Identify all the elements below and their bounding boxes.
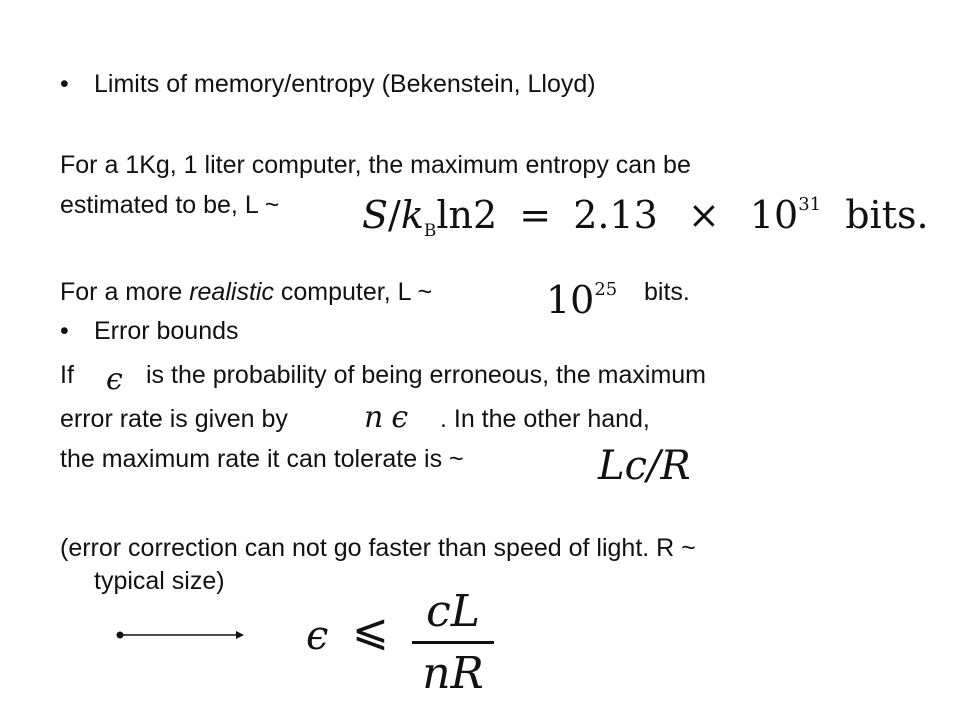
less-or-equal-symbol: ⩽ — [352, 605, 389, 656]
text-line-4: is the probability of being erroneous, the maximum — [146, 361, 707, 389]
epsilon-symbol-2: ϵ — [391, 400, 409, 435]
eq-unit-bits: bits. — [845, 193, 929, 237]
text-line-7b: typical size) — [94, 567, 225, 595]
text-line-3 — [60, 276, 432, 308]
text-line-1: For a 1Kg, 1 liter computer, the maximum entropy can be — [60, 151, 691, 179]
entropy-equation — [362, 183, 929, 253]
pow-base: 10 — [546, 278, 595, 322]
final-epsilon: ϵ — [306, 613, 329, 659]
bullet-marker-1: • — [60, 70, 69, 98]
epsilon-symbol: ϵ — [106, 362, 123, 397]
fraction-numerator: cL — [426, 586, 480, 637]
line3-post-bits: bits. — [644, 278, 690, 306]
fraction-bar — [412, 641, 494, 644]
line3-italic-realistic: realistic — [189, 278, 274, 306]
eq-ln2: ln2 — [436, 193, 498, 237]
eq-subscript-b: B — [423, 221, 437, 241]
eq-equals: = — [519, 193, 552, 237]
lc-over-r: Lc/R — [598, 443, 691, 489]
text-line-5: error rate is given by — [60, 405, 288, 433]
n-variable: n — [364, 400, 384, 435]
line3-pre: For a more — [60, 278, 190, 306]
fraction-denominator: nR — [422, 648, 484, 699]
text-line-6: the maximum rate it can tolerate is ~ — [60, 445, 464, 473]
text-line-4-if: If — [60, 361, 74, 389]
eq-exponent-31: 31 — [798, 194, 822, 215]
bullet-error-bounds: Error bounds — [94, 317, 239, 345]
line3-mid: computer, L ~ — [273, 278, 433, 306]
eq-symbol-s: S — [362, 193, 389, 237]
eq-coefficient: 2.13 — [573, 193, 658, 237]
right-arrow-icon — [114, 625, 244, 645]
text-line-7a: (error correction can not go faster than speed of light. R ~ — [60, 534, 696, 562]
eq-symbol-k: k — [400, 193, 424, 237]
text-line-2: estimated to be, L ~ — [60, 191, 280, 219]
pow-exponent: 25 — [594, 279, 618, 300]
eq-base-10: 10 — [749, 193, 799, 237]
eq-times: × — [687, 193, 720, 237]
power-10-25 — [546, 268, 617, 322]
n-epsilon — [364, 400, 409, 435]
bullet-marker-2: • — [60, 317, 69, 345]
eq-slash: / — [388, 193, 401, 237]
text-line-5-post: . In the other hand, — [440, 405, 650, 433]
bullet-limits-memory: Limits of memory/entropy (Bekenstein, Lloyd) — [94, 70, 596, 98]
